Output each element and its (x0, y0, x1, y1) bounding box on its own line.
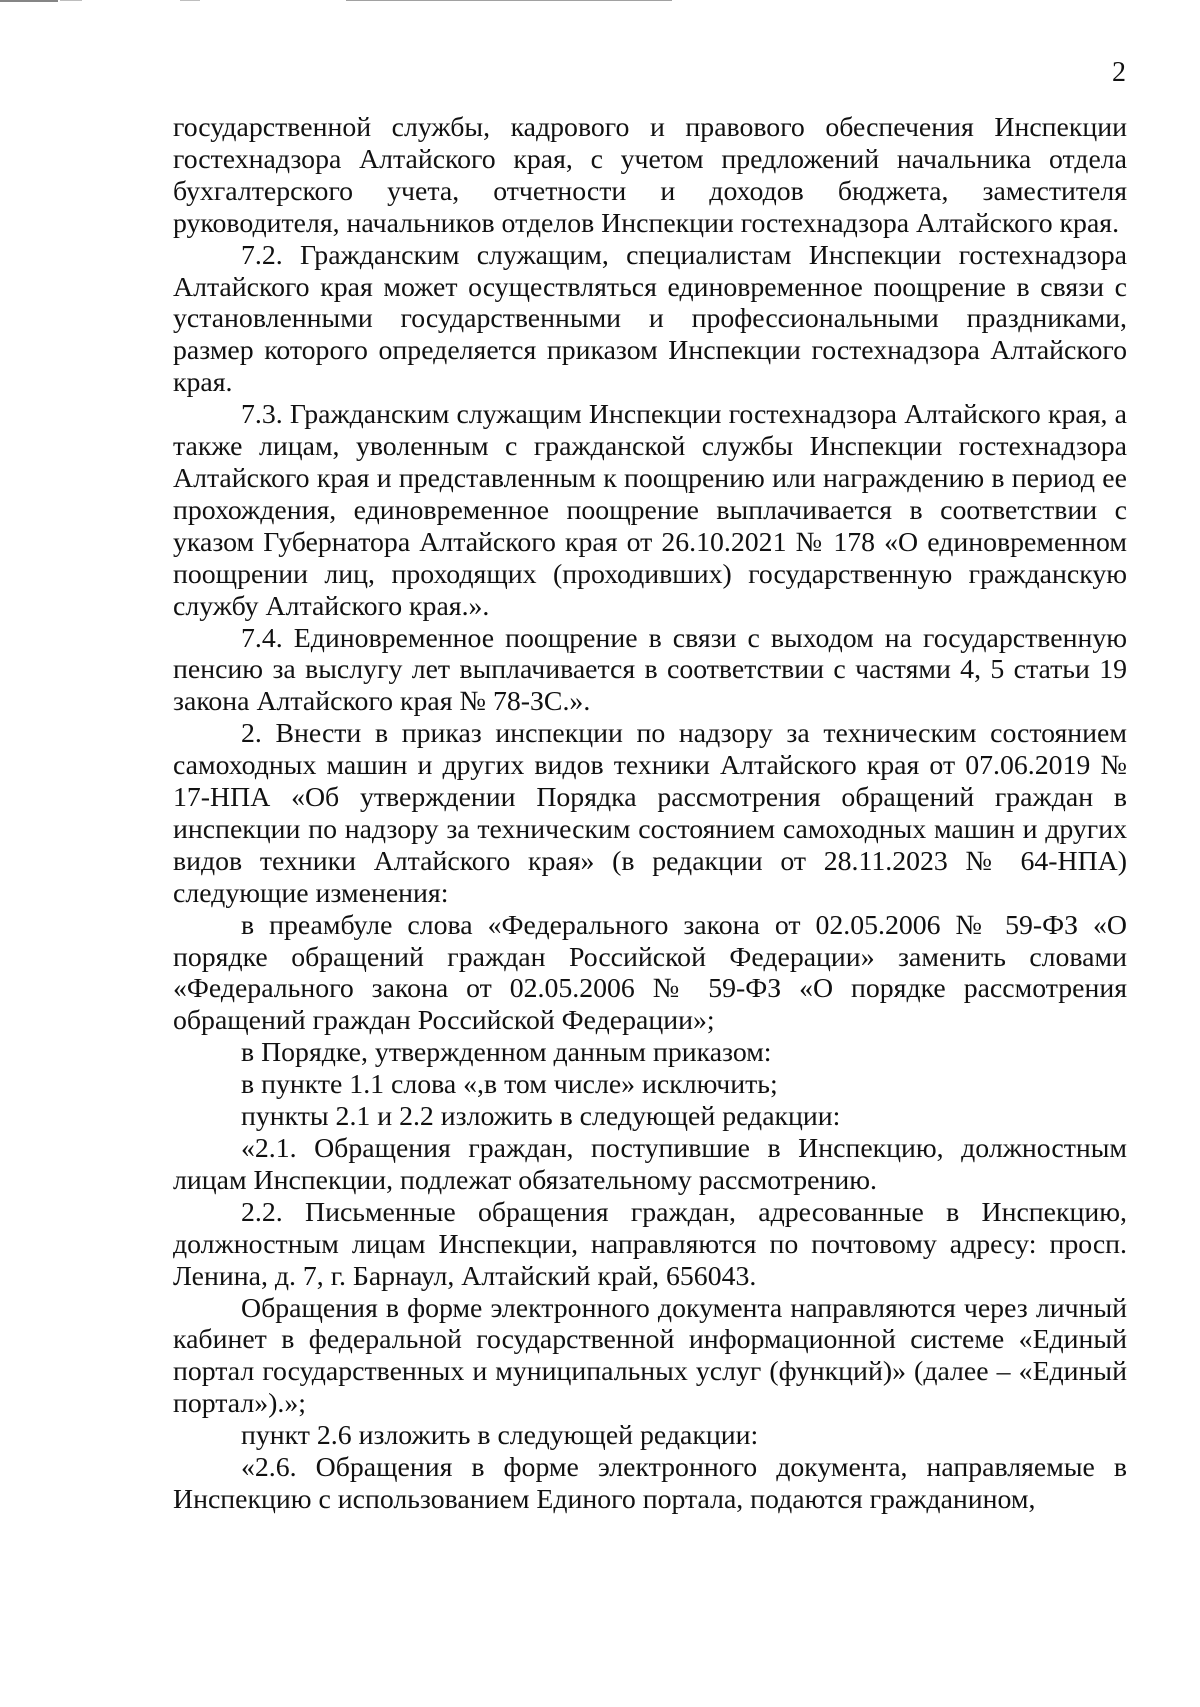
paragraph-2-2: 2.2. Письменные обращения граждан, адресованные в Инспекцию, должностным лицам Инспекции, направляются по почтовому адресу: просп. Ленина, д. 7, г. Барнаул, Алтайский край, 656043. (173, 1196, 1127, 1292)
scan-edge-mark (346, 0, 672, 1)
paragraph-2-1-quote: «2.1. Обращения граждан, поступившие в Инспекцию, должностным лицам Инспекции, подлежат обязательному рассмотрению. (173, 1133, 1127, 1196)
paragraph-2-6-quote: «2.6. Обращения в форме электронного документа, направляемые в Инспекцию с использованием Единого портала, подаются гражданином, (173, 1452, 1127, 1515)
paragraph-item-2: 2. Внести в приказ инспекции по надзору за техническим состоянием самоходных машин и других видов техники Алтайского края от 07.06.2019 № 17-НПА «Об утверждении Порядка рассмотрения обращений граждан в инспекции по надзору за техническим состоянием самоходных машин и других видов техники Алтайского края» (в редакции от 28.11.2023 № 64-НПА) следующие изменения: (173, 718, 1127, 909)
paragraph-7-2: 7.2. Гражданским служащим, специалистам Инспекции гостехнадзора Алтайского края может осуществляться единовременное поощрение в связи с установленными государственными и профессиональными праздниками, размер которого определяется приказом Инспекции гостехнадзора Алтайского края. (173, 239, 1127, 399)
paragraph-2-6-intro: пункт 2.6 изложить в следующей редакции: (241, 1420, 759, 1452)
paragraph-order-intro: в Порядке, утвержденном данным приказом: (241, 1037, 772, 1069)
paragraph-electronic-documents: Обращения в форме электронного документа направляются через личный кабинет в федеральной государственной информационной системе «Единый портал государственных и муниципальных услуг (функций)» (далее – «Единый портал»).»; (173, 1292, 1127, 1420)
scan-edge-mark (0, 0, 58, 2)
paragraph-preamble-change: в преамбуле слова «Федерального закона от 02.05.2006 № 59-ФЗ «О порядке обращений граждан Российской Федерации» заменить словами «Федерального закона от 02.05.2006 № 59-ФЗ «О порядке рассмотрения обращений граждан Российской Федерации»; (173, 909, 1127, 1037)
paragraph-continuation: государственной службы, кадрового и правового обеспечения Инспекции гостехнадзора Алтайского края, с учетом предложений начальника отдела бухгалтерского учета, отчетности и доходов бюджета, заместителя руководителя, начальников отделов Инспекции гостехнадзора Алтайского края. (173, 112, 1127, 239)
paragraph-7-4: 7.4. Единовременное поощрение в связи с выходом на государственную пенсию за выслугу лет выплачивается в соответствии с частями 4, 5 статьи 19 закона Алтайского края № 78-ЗС.». (173, 622, 1127, 718)
paragraph-7-3: 7.3. Гражданским служащим Инспекции гостехнадзора Алтайского края, а также лицам, уволенным с гражданской службы Инспекции гостехнадзора Алтайского края и представленным к поощрению или награждению в период ее прохождения, единовременное поощрение выплачивается в соответствии с указом Губернатора Алтайского края от 26.10.2021 № 178 «О единовременном поощрении лиц, проходящих (проходивших) государственную гражданскую службу Алтайского края.». (173, 399, 1127, 622)
document-body (173, 112, 1127, 1516)
scan-edge-mark (60, 0, 82, 1)
paragraph-1-1-change: в пункте 1.1 слова «,в том числе» исключить; (241, 1069, 778, 1101)
page-number: 2 (1112, 57, 1126, 88)
scan-edge-mark (180, 0, 200, 1)
paragraph-2-1-2-2-intro: пункты 2.1 и 2.2 изложить в следующей редакции: (241, 1101, 841, 1133)
